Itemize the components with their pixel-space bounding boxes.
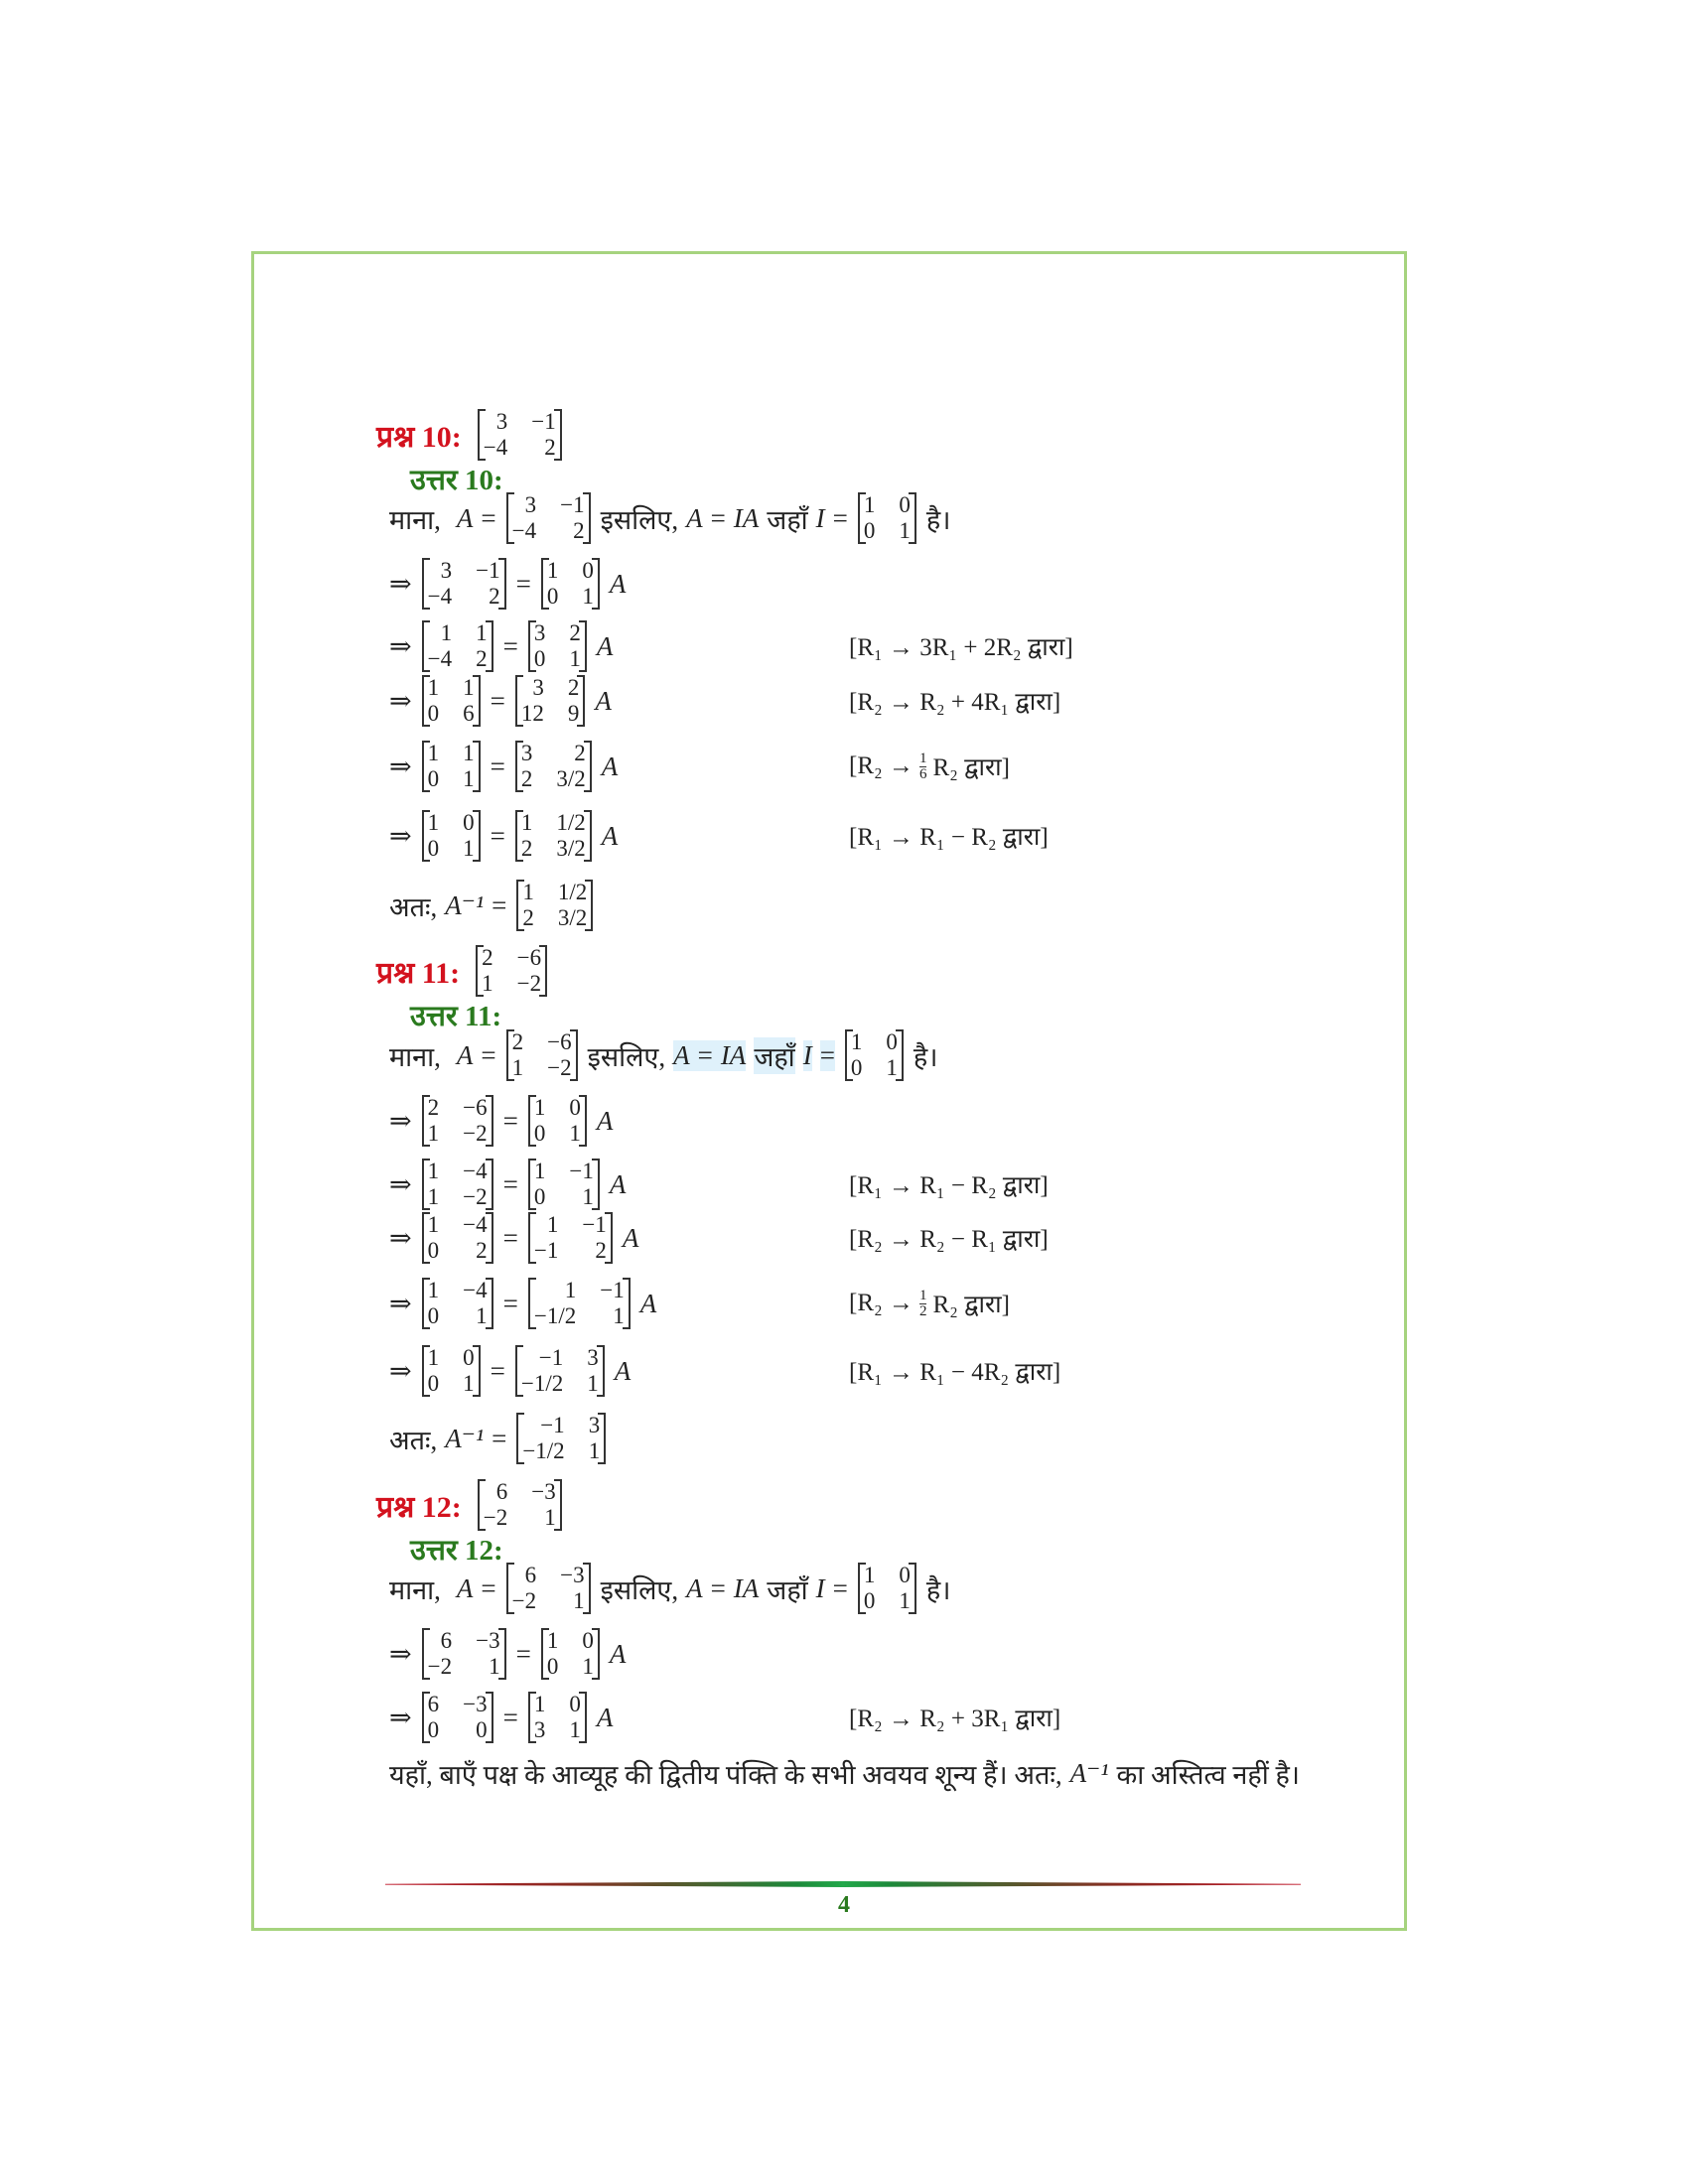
math-expression: A <box>601 751 619 781</box>
matrix-entry: 1 <box>582 1654 594 1679</box>
matrix-entry: 0 <box>863 518 876 543</box>
math-expression: A = IA <box>673 1039 747 1070</box>
matrix-entry: 0 <box>569 1692 581 1716</box>
matrix-entry: −2 <box>516 971 542 996</box>
matrix <box>528 1095 587 1147</box>
matrix <box>515 1345 605 1397</box>
text-span: [R₂ → R₂ − R₁ द्वारा] <box>849 1226 1049 1253</box>
matrix-entry: 0 <box>533 646 546 671</box>
text-span: माना, <box>389 504 441 535</box>
matrix-entry: 0 <box>427 701 440 726</box>
row-operation-note <box>845 1208 1053 1268</box>
fraction-part: 1 <box>918 1287 927 1303</box>
matrix-entry: 1 <box>546 1212 559 1237</box>
matrix-entry: −3 <box>463 1692 488 1716</box>
solution-line <box>385 488 954 548</box>
matrix-entry: −1 <box>538 1345 564 1370</box>
answer-label: उत्तर 10: <box>410 464 503 496</box>
answer-label: उत्तर 12: <box>410 1534 503 1567</box>
matrix-entry: 0 <box>427 1238 440 1263</box>
matrix-entry: 1 <box>427 1184 440 1209</box>
matrix-entry: 0 <box>427 1371 440 1396</box>
matrix-entry: 2 <box>476 1238 488 1263</box>
text-span: माना, <box>389 1574 441 1605</box>
matrix <box>422 1345 481 1397</box>
math-expression: A <box>639 1288 657 1318</box>
text-span: इसलिए, <box>587 1041 666 1072</box>
text-span: = <box>502 1105 518 1136</box>
matrix <box>515 810 592 862</box>
text-span: = <box>502 1168 518 1199</box>
math-expression: I <box>802 1039 812 1070</box>
matrix-entry: 1 <box>582 584 594 609</box>
matrix-entry: 2 <box>522 905 534 930</box>
matrix <box>422 741 481 792</box>
text-span: ⇒ <box>389 630 412 661</box>
row-operation-note <box>845 671 1064 731</box>
matrix-entry: 0 <box>463 810 475 835</box>
matrix-entry: −4 <box>463 1212 488 1237</box>
math-expression: A <box>456 1572 474 1603</box>
matrix-entry: 1 <box>546 558 559 583</box>
matrix-entry: 2 <box>544 435 556 460</box>
text-span: = <box>481 1572 496 1603</box>
fraction-part: 6 <box>918 765 927 782</box>
matrix <box>845 1029 904 1081</box>
row-operation-note <box>845 1341 1064 1401</box>
text-span: [R₂ → <box>849 752 914 779</box>
matrix <box>422 1159 493 1210</box>
text-span: = <box>490 1355 505 1386</box>
matrix-entry: −4 <box>511 518 537 543</box>
text-span: [R₂ → <box>849 1290 914 1316</box>
text-span: R₂ द्वारा] <box>932 1292 1010 1318</box>
matrix-entry: −1 <box>476 558 500 583</box>
row-operation-note <box>845 616 1077 676</box>
matrix-entry: 1 <box>863 492 876 517</box>
math-expression: A⁻¹ <box>1069 1757 1109 1788</box>
math-expression: A <box>456 502 474 533</box>
matrix-entry: 3 <box>440 558 453 583</box>
text-span: = <box>515 1638 531 1669</box>
answer-label: उत्तर 11: <box>410 1000 502 1032</box>
matrix-entry: 1 <box>463 675 475 700</box>
matrix-entry: −1 <box>540 1413 565 1437</box>
text-span: = <box>492 889 507 920</box>
matrix <box>858 492 916 544</box>
matrix-entry: 0 <box>476 1717 488 1742</box>
math-expression: A = IA <box>686 1572 760 1603</box>
text-span: जहाँ <box>767 1574 808 1605</box>
matrix-entry: 2 <box>482 945 493 970</box>
math-expression: A⁻¹ <box>445 1423 485 1453</box>
matrix-entry: −4 <box>463 1278 488 1302</box>
matrix <box>858 1563 916 1614</box>
matrix-entry: 2 <box>595 1238 607 1263</box>
math-expression: A = IA <box>686 502 760 533</box>
text-span: = <box>481 1039 496 1070</box>
text-span: ⇒ <box>389 751 412 781</box>
matrix <box>528 1159 600 1210</box>
matrix-entry: 0 <box>546 584 559 609</box>
text-span: = <box>832 1572 848 1603</box>
text-span: माना, <box>389 1041 441 1072</box>
matrix-entry: 1 <box>440 620 453 645</box>
text-span: = <box>490 685 505 716</box>
matrix-entry: 1 <box>588 1438 601 1463</box>
text-span: = <box>490 820 505 851</box>
matrix <box>506 1563 591 1614</box>
text-span: है। <box>925 1574 951 1605</box>
matrix-entry: −1 <box>569 1159 594 1183</box>
matrix-entry: 1 <box>587 1371 599 1396</box>
fraction-part: 2 <box>918 1302 927 1319</box>
matrix-entry: 1 <box>863 1563 876 1587</box>
solution-line <box>385 1409 612 1468</box>
matrix-entry: 1 <box>427 1278 440 1302</box>
solution-line <box>385 1274 660 1333</box>
math-expression: A <box>609 1638 627 1669</box>
solution-line <box>385 1559 954 1618</box>
solution-line <box>385 616 617 676</box>
matrix-entry: 1 <box>427 1159 440 1183</box>
matrix-entry: 1 <box>546 1628 559 1653</box>
question-label: प्रश्न 10: <box>376 420 462 454</box>
matrix <box>422 1278 493 1329</box>
matrix-entry: 2 <box>427 1095 440 1120</box>
text-span: ⇒ <box>389 685 412 716</box>
matrix-entry: 1 <box>582 1184 594 1209</box>
matrix-entry: 1 <box>463 766 475 791</box>
matrix-entry: −2 <box>483 1505 508 1530</box>
math-expression: A⁻¹ <box>445 889 485 920</box>
matrix-entry: 2 <box>476 646 488 671</box>
matrix-entry: 3 <box>524 492 537 517</box>
matrix <box>422 1212 493 1264</box>
matrix-entry: 1 <box>613 1303 625 1328</box>
matrix <box>516 1413 606 1464</box>
matrix-entry: 3 <box>520 741 533 765</box>
text-span: [R₂ → R₂ + 3R₁ द्वारा] <box>849 1706 1061 1732</box>
math-expression: A <box>456 1039 474 1070</box>
matrix-entry: 0 <box>582 1628 594 1653</box>
matrix-entry: 1 <box>489 1654 500 1679</box>
text-span: अतः, <box>389 891 438 922</box>
matrix-entry: 0 <box>427 1717 440 1742</box>
math-expression: A <box>596 1702 614 1732</box>
matrix-entry: 3 <box>533 620 546 645</box>
matrix-entry: 1/2 <box>557 880 588 904</box>
row-operation-note <box>845 737 1014 796</box>
matrix-entry: 1 <box>476 620 488 645</box>
solution-line <box>385 554 630 614</box>
text-span: का अस्तित्व नहीं है। <box>1116 1759 1301 1790</box>
matrix-entry: 3 <box>587 1345 599 1370</box>
matrix-entry: 0 <box>863 1588 876 1613</box>
matrix <box>515 741 592 792</box>
matrix-entry: 0 <box>533 1184 546 1209</box>
matrix-entry: 1 <box>427 810 440 835</box>
matrix-entry: 1 <box>427 1345 440 1370</box>
text-span: R₂ द्वारा] <box>932 754 1010 781</box>
matrix-entry: −1 <box>560 492 585 517</box>
matrix-entry: −4 <box>427 584 453 609</box>
text-span: ⇒ <box>389 1355 412 1386</box>
text-span: = <box>819 1039 835 1070</box>
text-span: = <box>502 1288 518 1318</box>
matrix-entry: −3 <box>531 1479 556 1504</box>
matrix <box>541 1628 600 1680</box>
matrix-entry: 2 <box>574 741 586 765</box>
matrix-entry: −2 <box>511 1588 537 1613</box>
text-span: ⇒ <box>389 1702 412 1732</box>
matrix-entry: −6 <box>547 1029 572 1054</box>
matrix-entry: 3/2 <box>556 836 586 861</box>
matrix-entry: −1/2 <box>522 1438 565 1463</box>
text-span: ⇒ <box>389 1638 412 1669</box>
matrix-entry: 1 <box>482 971 493 996</box>
math-expression: A <box>609 1168 627 1199</box>
solution-line <box>385 671 616 731</box>
matrix-entry: 1 <box>533 1095 546 1120</box>
matrix-entry: 0 <box>582 558 594 583</box>
math-expression: A <box>622 1222 639 1253</box>
text-span: ⇒ <box>389 1105 412 1136</box>
matrix-entry: 1 <box>427 1121 440 1146</box>
solution-line <box>385 1743 1304 1803</box>
matrix-entry: −2 <box>463 1184 488 1209</box>
matrix-entry: 1 <box>899 518 911 543</box>
text-span: ⇒ <box>389 1168 412 1199</box>
matrix <box>541 558 600 610</box>
matrix-entry: 2 <box>573 518 585 543</box>
matrix-entry: −3 <box>560 1563 585 1587</box>
matrix-entry: 2 <box>511 1029 524 1054</box>
fraction <box>919 1289 927 1319</box>
math-expression: A <box>609 568 627 599</box>
matrix <box>422 1095 493 1147</box>
matrix-entry: −2 <box>547 1055 572 1080</box>
matrix-entry: 2 <box>520 836 533 861</box>
solution-line <box>385 1624 630 1684</box>
matrix-entry: −4 <box>463 1159 488 1183</box>
text-span: = <box>490 751 505 781</box>
text-span: [R₁ → 3R₁ + 2R₂ द्वारा] <box>849 634 1073 661</box>
matrix-entry: 0 <box>427 766 440 791</box>
matrix-entry: 3 <box>533 1717 546 1742</box>
text-span: ⇒ <box>389 1288 412 1318</box>
matrix-entry: 2 <box>520 766 533 791</box>
fraction-part: 1 <box>918 750 927 766</box>
question-label: प्रश्न 11: <box>376 956 461 990</box>
text-span: है। <box>913 1041 938 1072</box>
text-span: [R₁ → R₁ − R₂ द्वारा] <box>849 824 1049 851</box>
matrix-entry: 1 <box>463 1371 475 1396</box>
matrix-entry: 3 <box>495 409 508 434</box>
matrix-entry: 1 <box>544 1505 556 1530</box>
text-span: इसलिए, <box>600 1574 679 1605</box>
matrix-entry: 1 <box>569 1121 581 1146</box>
matrix-entry: 1 <box>569 646 581 671</box>
matrix-entry: −1/2 <box>533 1303 577 1328</box>
text-span: यहाँ, बाएँ पक्ष के आव्यूह की द्वितीय पंक्ति के सभी अवयव शून्य हैं। अतः, <box>389 1759 1062 1790</box>
matrix <box>506 1029 578 1081</box>
matrix-entry: 1 <box>850 1029 863 1054</box>
matrix-entry: 1 <box>520 810 533 835</box>
text-span: = <box>492 1423 507 1453</box>
matrix-entry: 0 <box>546 1654 559 1679</box>
math-expression: I <box>815 1572 825 1603</box>
matrix-entry: 0 <box>533 1121 546 1146</box>
row-operation-note <box>845 806 1053 866</box>
matrix-entry: −6 <box>516 945 542 970</box>
page-number: 4 <box>838 1892 850 1918</box>
matrix-entry: 6 <box>495 1479 508 1504</box>
text-span: = <box>502 1222 518 1253</box>
matrix-entry: 1 <box>886 1055 898 1080</box>
text-span: = <box>502 630 518 661</box>
text-span: [R₂ → R₂ + 4R₁ द्वारा] <box>849 689 1061 716</box>
matrix-entry: 3/2 <box>556 766 586 791</box>
matrix <box>422 1628 506 1680</box>
matrix-entry: 1 <box>463 741 475 765</box>
matrix <box>506 492 591 544</box>
row-operation-note <box>845 1155 1053 1214</box>
math-expression: A <box>595 685 612 716</box>
matrix <box>422 620 493 672</box>
matrix-entry: 1/2 <box>556 810 586 835</box>
text-span: = <box>481 502 496 533</box>
matrix <box>422 810 481 862</box>
matrix-entry: 1 <box>511 1055 524 1080</box>
matrix-entry: 1 <box>463 836 475 861</box>
matrix-entry: 0 <box>463 1345 475 1370</box>
solution-line <box>385 1688 617 1747</box>
matrix <box>422 1692 493 1743</box>
matrix-entry: 9 <box>567 701 580 726</box>
solution-line <box>385 1091 617 1151</box>
row-operation-note <box>845 1274 1014 1333</box>
matrix <box>528 1278 631 1329</box>
math-expression: I <box>815 502 825 533</box>
matrix <box>422 558 506 610</box>
matrix-entry: 12 <box>520 701 544 726</box>
matrix-entry: −3 <box>476 1628 500 1653</box>
matrix-entry: 2 <box>489 584 500 609</box>
matrix-entry: 1 <box>899 1588 911 1613</box>
matrix-entry: −2 <box>463 1121 488 1146</box>
matrix <box>515 675 586 727</box>
text-span: जहाँ <box>767 504 808 535</box>
text-span: = <box>515 568 531 599</box>
matrix-entry: 0 <box>899 1563 911 1587</box>
fraction <box>919 751 927 782</box>
row-operation-note <box>845 1688 1064 1747</box>
solution-line <box>385 1025 942 1085</box>
matrix-entry: 2 <box>569 620 581 645</box>
text-span: जहाँ <box>754 1037 794 1074</box>
text-span: = <box>502 1702 518 1732</box>
text-span: ⇒ <box>389 820 412 851</box>
matrix-entry: −4 <box>483 435 508 460</box>
matrix-entry: 3 <box>532 675 544 700</box>
text-span: इसलिए, <box>600 504 679 535</box>
matrix-entry: 1 <box>573 1588 585 1613</box>
question-label: प्रश्न 12: <box>376 1490 462 1524</box>
matrix-entry: 0 <box>427 836 440 861</box>
matrix-entry: 1 <box>427 675 440 700</box>
matrix-entry: 0 <box>427 1303 440 1328</box>
solution-line <box>385 1155 630 1214</box>
matrix-entry: −1 <box>582 1212 607 1237</box>
matrix <box>528 1212 613 1264</box>
matrix-entry: 6 <box>427 1692 440 1716</box>
math-expression: A <box>601 820 619 851</box>
matrix-entry: −4 <box>427 646 453 671</box>
matrix-entry: 1 <box>564 1278 577 1302</box>
math-expression: A <box>596 1105 614 1136</box>
text-span: ⇒ <box>389 568 412 599</box>
text-span: [R₁ → R₁ − 4R₂ द्वारा] <box>849 1359 1061 1386</box>
matrix-entry: −1 <box>600 1278 625 1302</box>
text-span: = <box>832 502 848 533</box>
solution-line <box>385 1341 634 1401</box>
matrix-entry: −6 <box>463 1095 488 1120</box>
matrix-entry: 1 <box>476 1303 488 1328</box>
text-span: अतः, <box>389 1425 438 1455</box>
matrix-entry: −2 <box>427 1654 453 1679</box>
matrix-entry: 1 <box>569 1717 581 1742</box>
matrix <box>528 1692 587 1743</box>
matrix-entry: 1 <box>427 1212 440 1237</box>
matrix-entry: 6 <box>463 701 475 726</box>
matrix-entry: 1 <box>533 1159 546 1183</box>
solution-line <box>385 876 599 935</box>
matrix-entry: −1 <box>533 1238 559 1263</box>
solution-line <box>385 737 622 796</box>
matrix <box>528 620 587 672</box>
solution-line <box>385 1208 642 1268</box>
matrix-entry: 3/2 <box>557 905 588 930</box>
matrix <box>516 880 593 931</box>
math-expression: A <box>614 1355 632 1386</box>
matrix-entry: 6 <box>524 1563 537 1587</box>
matrix-entry: 0 <box>886 1029 898 1054</box>
text-span: [R₁ → R₁ − R₂ द्वारा] <box>849 1172 1049 1199</box>
matrix-entry: 0 <box>569 1095 581 1120</box>
matrix-entry: 1 <box>533 1692 546 1716</box>
matrix <box>422 675 481 727</box>
matrix-entry: 3 <box>588 1413 601 1437</box>
math-expression: A <box>596 630 614 661</box>
text-span: है। <box>925 504 951 535</box>
matrix-entry: 6 <box>440 1628 453 1653</box>
matrix-entry: 1 <box>427 741 440 765</box>
matrix-entry: −1 <box>531 409 556 434</box>
matrix-entry: 2 <box>567 675 580 700</box>
matrix-entry: 0 <box>850 1055 863 1080</box>
solution-line <box>385 806 622 866</box>
matrix-entry: 1 <box>522 880 534 904</box>
matrix-entry: 0 <box>899 492 911 517</box>
text-span: ⇒ <box>389 1222 412 1253</box>
matrix-entry: −1/2 <box>520 1371 564 1396</box>
